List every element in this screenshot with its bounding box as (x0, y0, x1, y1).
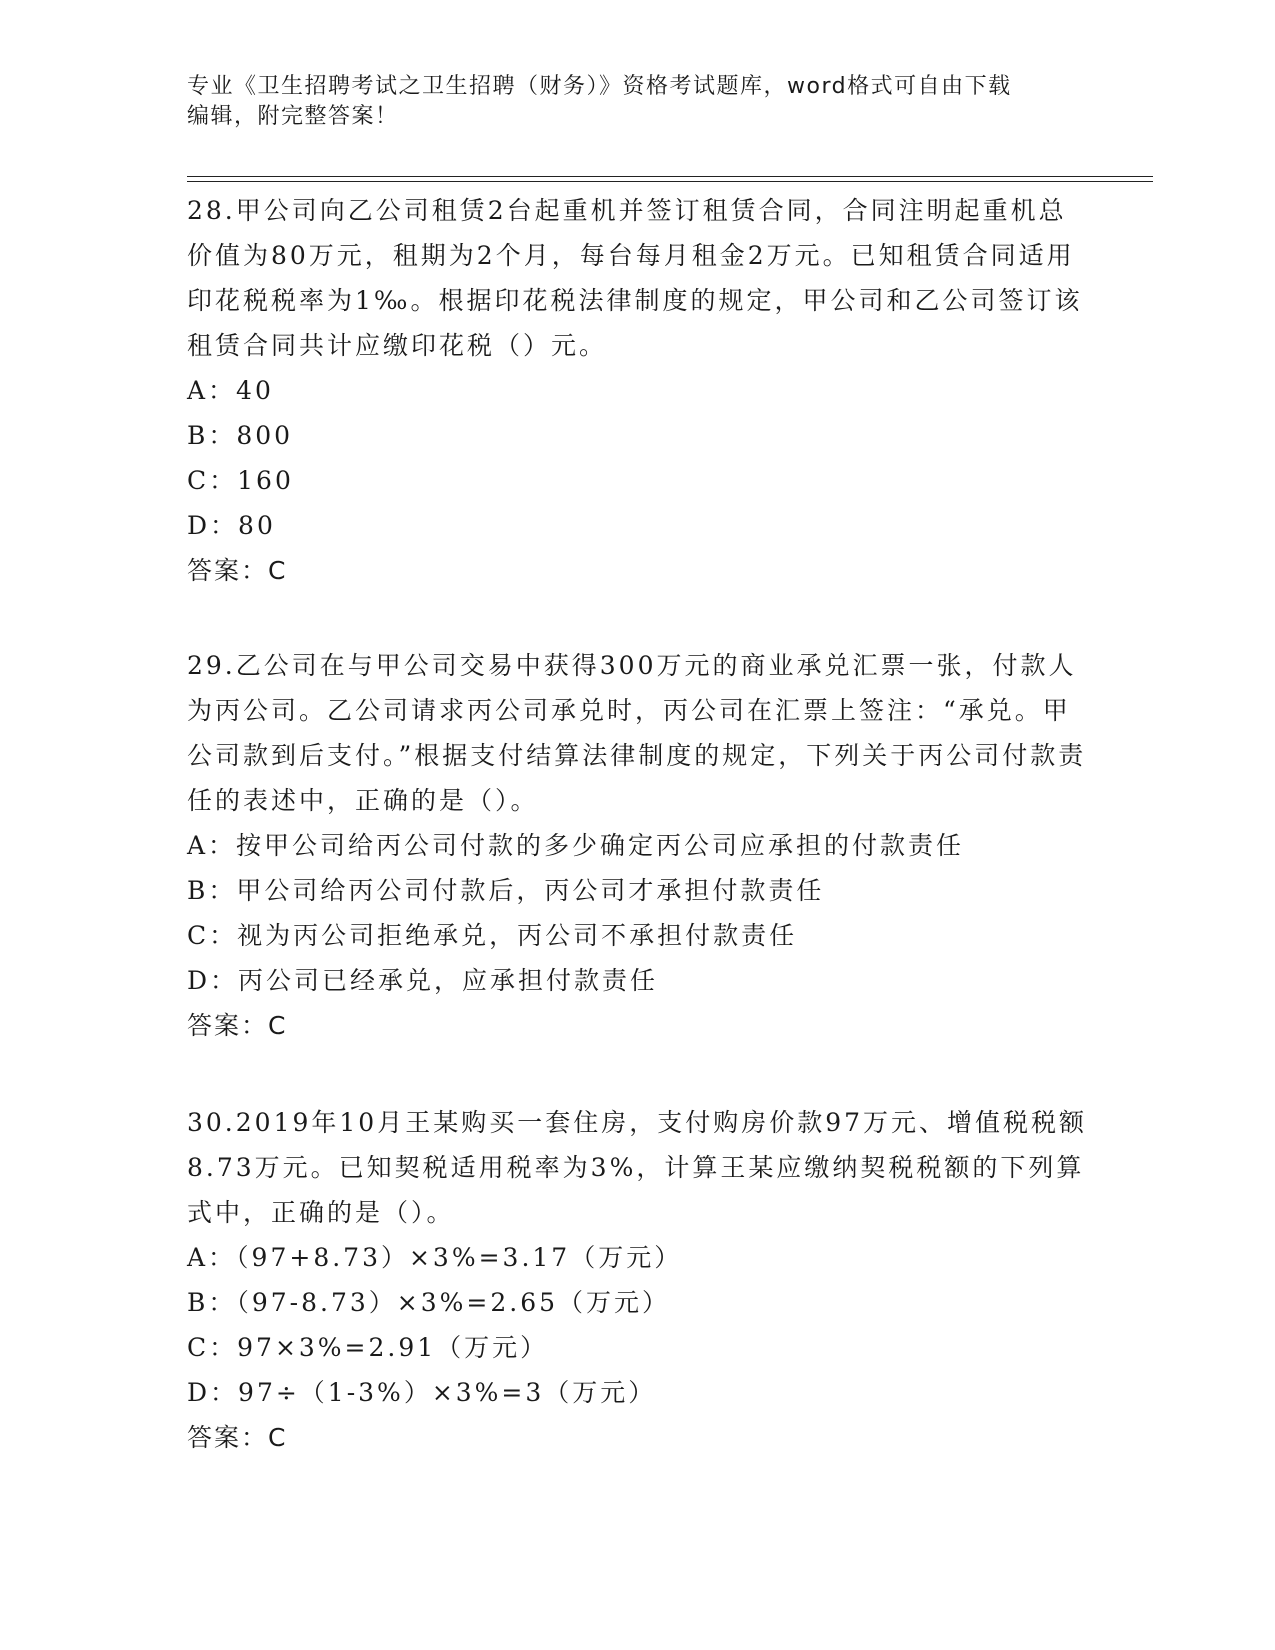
answer: 答案：C (187, 1011, 288, 1040)
option-b: B：（97-8.73）×3%=2.65（万元） (187, 1288, 671, 1317)
header-line-2: 编辑，附完整答案！ (187, 104, 399, 129)
option-d: D：丙公司已经承兑，应承担付款责任 (187, 966, 659, 995)
question-stem: 29.乙公司在与甲公司交易中获得300万元的商业承兑汇票一张，付款人为丙公司。乙公司请求丙公司承兑时，丙公司在汇票上签注：“承兑。甲公司款到后支付。”根据支付结算法律制度的规定，下列关于丙公司付款责任的表述中，正确的是（）。 (187, 651, 1087, 815)
option-b: B：800 (187, 421, 294, 450)
question-stem: 28.甲公司向乙公司租赁2台起重机并签订租赁合同，合同注明起重机总价值为80万元，租期为2个月，每台每月租金2万元。已知租赁合同适用印花税税率为1‰。根据印花税法律制度的规定，甲公司和乙公司签订该租赁合同共计应缴印花税（）元。 (187, 196, 1083, 360)
option-a: A：（97+8.73）×3%=3.17（万元） (187, 1243, 683, 1272)
header-line-1: 专业《卫生招聘考试之卫生招聘（财务）》资格考试题库，word格式可自由下载 (187, 74, 1012, 99)
option-a: A：按甲公司给丙公司付款的多少确定丙公司应承担的付款责任 (187, 831, 965, 860)
option-d: D：80 (187, 511, 276, 540)
option-d: D：97÷（1-3%）×3%=3（万元） (187, 1378, 657, 1407)
question-28 (187, 188, 1087, 593)
option-c: C：视为丙公司拒绝承兑，丙公司不承担付款责任 (187, 921, 798, 950)
option-b: B：甲公司给丙公司付款后，丙公司才承担付款责任 (187, 876, 825, 905)
option-a: A：40 (187, 376, 274, 405)
question-stem: 30.2019年10月王某购买一套住房，支付购房价款97万元、增值税税额8.73万元。已知契税适用税率为3%，计算王某应缴纳契税税额的下列算式中，正确的是（）。 (187, 1108, 1088, 1227)
question-30 (187, 1100, 1087, 1460)
header-divider (187, 176, 1153, 177)
answer: 答案：C (187, 556, 288, 585)
document-header (187, 72, 1087, 132)
answer: 答案：C (187, 1423, 288, 1452)
option-c: C：160 (187, 466, 294, 495)
question-29 (187, 643, 1087, 1048)
option-c: C：97×3%=2.91（万元） (187, 1333, 549, 1362)
header-divider-secondary (187, 181, 1153, 182)
